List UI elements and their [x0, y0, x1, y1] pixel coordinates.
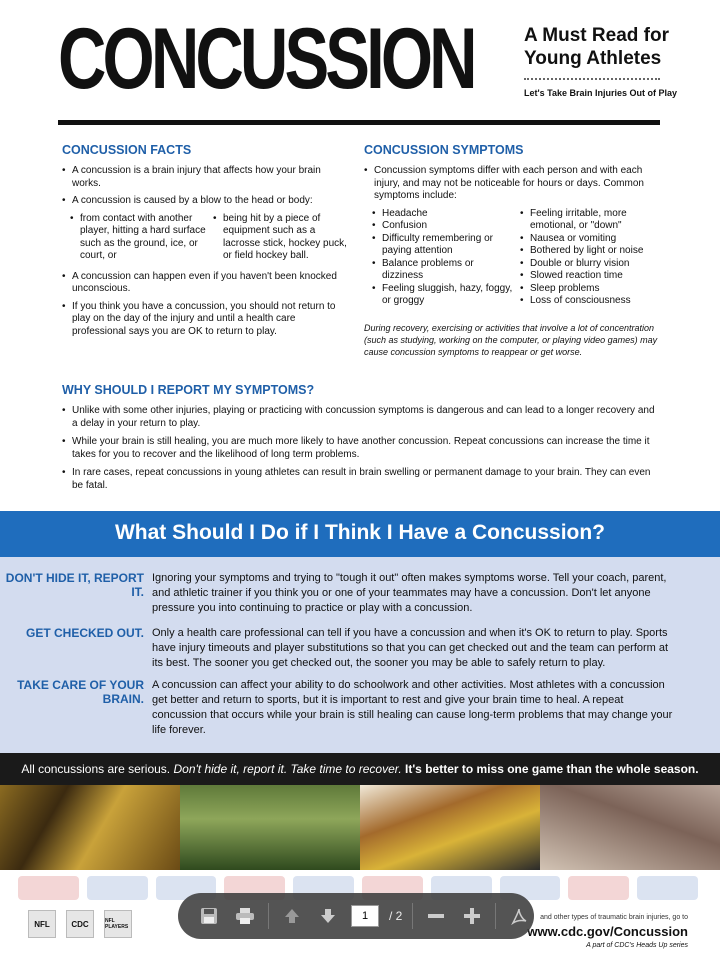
list-item: • Confusion — [372, 220, 516, 233]
facts-heading: CONCUSSION FACTS — [62, 143, 192, 157]
why-section — [62, 383, 662, 498]
lacrosse-photo — [180, 785, 360, 870]
list-item: • Loss of consciousness — [520, 295, 664, 308]
causes-list — [70, 213, 352, 263]
list-item: • Sleep problems — [520, 283, 664, 296]
action-label: TAKE CARE OF YOUR BRAIN. — [17, 678, 144, 706]
pdf-toolbar — [178, 893, 534, 939]
slogan-part-1: All concussions are serious. — [21, 762, 171, 776]
cdc-logo: CDC — [66, 910, 94, 938]
page-total: / 2 — [389, 909, 403, 923]
slogan-bar — [0, 753, 720, 785]
toolbar-divider — [268, 903, 269, 929]
series-note: A part of CDC's Heads Up series — [586, 942, 688, 949]
acrobat-icon[interactable] — [506, 903, 532, 929]
partner-logo — [18, 876, 79, 900]
list-item: • Balance problems or dizziness — [372, 258, 516, 283]
page-title: CONCUSSION — [58, 11, 474, 107]
list-item: • Headache — [372, 208, 516, 221]
save-icon[interactable] — [196, 903, 222, 929]
list-item: • Unlike with some other injuries, playing or practicing with concussion symptoms is dangerous and can lead to a longer recovery and a delay in your return to play. — [62, 405, 662, 430]
volleyball-photo — [540, 785, 720, 870]
action-text: Only a health care professional can tell if you have a concussion and when it's OK to return to play. Sports have injury timeouts and player substitutions so that you can get checked out and the team can perform at its best. The sooner you get checked out, the sooner you may be able to safely return to play. — [152, 627, 669, 669]
slogan-part-2: Don't hide it, report it. Take time to recover. — [173, 762, 402, 776]
symptoms-column — [364, 143, 664, 358]
list-item: • While your brain is still healing, you are much more likely to have another concussion. Repeat concussions can increase the time it takes for you to recover and the likelihood of long term problems. — [62, 436, 662, 461]
toolbar-divider — [412, 903, 413, 929]
football-photo — [0, 785, 180, 870]
list-item: • A concussion is caused by a blow to the head or body: — [62, 195, 352, 208]
page-number-input[interactable] — [351, 905, 379, 927]
zoom-in-icon[interactable] — [459, 903, 485, 929]
recovery-note: During recovery, exercising or activities that involve a lot of concentration (such as studying, working on the computer, or playing video games) may cause concussion symptoms to reappear or get worse. — [364, 322, 658, 357]
slogan-part-3: It's better to miss one game than the whole season. — [405, 762, 699, 776]
tagline: Let's Take Brain Injuries Out of Play — [524, 88, 678, 98]
nfl-players-logo: NFL PLAYERS — [104, 910, 132, 938]
list-item: • Double or blurry vision — [520, 258, 664, 271]
actions-section — [0, 557, 720, 753]
partner-logo — [568, 876, 629, 900]
page-subtitle: A Must Read for Young Athletes — [524, 25, 669, 69]
partner-logo — [637, 876, 698, 900]
header — [0, 0, 720, 128]
action-text: A concussion can affect your ability to do schoolwork and other activities. Most athletes with a concussion get better and return to sports, but it is important to rest and give your brain time to heal. A repeat concussion that occurs while your brain is still healing can cause long-term problems that may change your life forever. — [152, 679, 673, 736]
list-item: • Slowed reaction time — [520, 270, 664, 283]
symptoms-list — [372, 208, 664, 308]
action-text: Ignoring your symptoms and trying to "tough it out" often makes symptoms worse. Tell your coach, parent, and athletic trainer if you think you or one of your teammates may have a concussion. Don't let anyone pressure you into continuing to practice or play with a concussion. — [152, 572, 667, 614]
list-item: • A concussion can happen even if you haven't been knocked unconscious. — [62, 271, 352, 296]
action-label: DON'T HIDE IT, REPORT IT. — [5, 571, 144, 599]
list-item: • Bothered by light or noise — [520, 245, 664, 258]
list-item: • If you think you have a concussion, you should not return to play on the day of the injury and until a health care professional says you are OK to return to play. — [62, 301, 352, 339]
partner-logo — [87, 876, 148, 900]
footer-note: and other types of traumatic brain injuries, go to — [540, 914, 688, 921]
question-banner — [0, 511, 720, 557]
arrow-up-icon[interactable] — [279, 903, 305, 929]
why-heading: WHY SHOULD I REPORT MY SYMPTOMS? — [62, 383, 315, 397]
nfl-logo: NFL — [28, 910, 56, 938]
banner-title: What Should I Do if I Think I Have a Concussion? — [114, 521, 606, 544]
header-rule — [58, 120, 660, 125]
list-item: • Nausea or vomiting — [520, 233, 664, 246]
list-item: • In rare cases, repeat concussions in young athletes can result in brain swelling or permanent damage to your brain. They can even be fatal. — [62, 467, 662, 492]
dotted-divider — [524, 78, 660, 80]
list-item: • Concussion symptoms differ with each person and with each injury, and may not be noticeable for hours or days. Common symptoms include: — [364, 165, 664, 203]
list-item: • Feeling sluggish, hazy, foggy, or groggy — [372, 283, 516, 308]
arrow-down-icon[interactable] — [315, 903, 341, 929]
hockey-photo — [360, 785, 540, 870]
zoom-out-icon[interactable] — [423, 903, 449, 929]
sports-photo-strip — [0, 785, 720, 870]
cdc-link[interactable]: www.cdc.gov/Concussion — [527, 924, 688, 939]
toolbar-divider — [495, 903, 496, 929]
symptoms-heading: CONCUSSION SYMPTOMS — [364, 143, 524, 157]
list-item: • from contact with another player, hitting a hard surface such as the ground, ice, or court, or — [70, 213, 209, 263]
list-item: • Difficulty remembering or paying attention — [372, 233, 516, 258]
sponsor-logos — [28, 910, 132, 938]
list-item: • A concussion is a brain injury that affects how your brain works. — [62, 165, 352, 190]
slogan — [0, 762, 720, 776]
print-icon[interactable] — [232, 903, 258, 929]
facts-column — [62, 143, 352, 343]
action-label: GET CHECKED OUT. — [25, 626, 144, 640]
list-item: • being hit by a piece of equipment such as a lacrosse stick, hockey puck, or field hockey ball. — [213, 213, 352, 263]
list-item: • Feeling irritable, more emotional, or "down" — [520, 208, 664, 233]
